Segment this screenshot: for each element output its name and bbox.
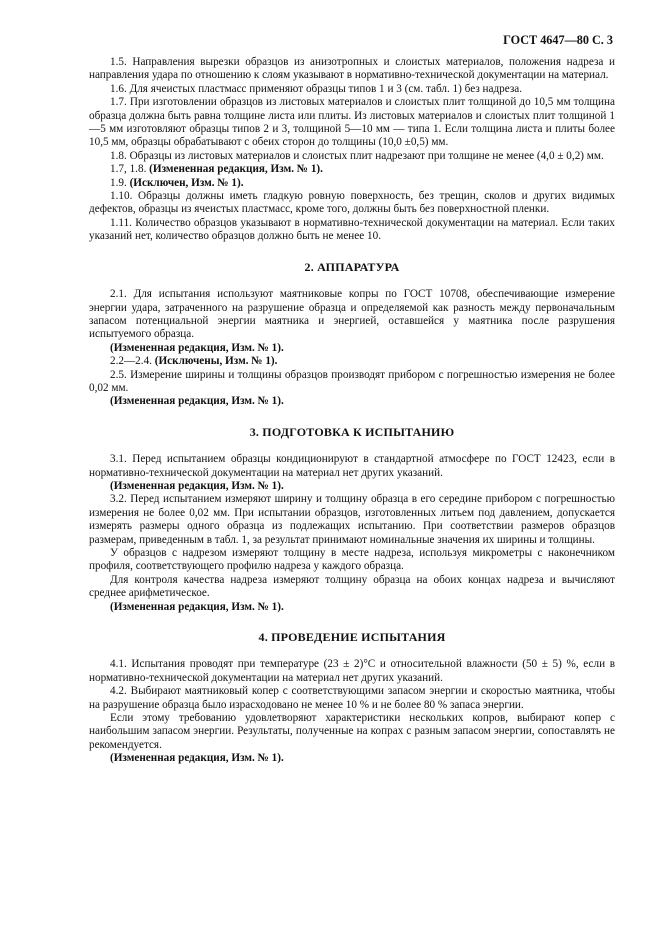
section-heading: 3. ПОДГОТОВКА К ИСПЫТАНИЮ — [249, 424, 455, 439]
paragraph: 1.8. Образцы из листовых материалов и слоистых плит надрезают при толщине не менее (4,0 ± 0,2) мм. — [110, 149, 604, 162]
paragraph: 3.2. Перед испытанием измеряют ширину и толщину образца в его середине прибором с погрешностью измерения не более 0,02 мм. При испытании образцов, изготовленных литьем под давлением, допускается измерять размеры одного образца из подлежащих испытанию. При соответствии размеров образцов размерам, приведенным в табл. 1, за результат принимают номинальные значения их ширины и толщины. — [89, 493, 615, 546]
amendment-note: (Измененная редакция, Изм. № 1). — [110, 341, 284, 354]
amendment-note: (Измененная редакция, Изм. № 1). — [110, 395, 284, 408]
paragraph: 4.2. Выбирают маятниковый копер с соответствующими запасом энергии и скоростью маятника, чтобы на разрушение образца было израсходовано не менее 10 % и не более 80 % запаса энергии. — [89, 685, 615, 711]
paragraph: 1.7. При изготовлении образцов из листовых материалов и слоистых плит толщиной до 10,5 мм толщина образца должна быть равна толщине листа или плиты. Из листовых материалов и слоистых плит толщиной 1—5 мм изготовляют образцы типов 2 и 3, толщиной 5—10 мм — типа 1. Если толщина листа и плиты более 10,5 мм, образцы обрабатывают с обеих сторон до толщины (10,0 ±0,5) мм. — [89, 96, 615, 149]
amendment-note: (Измененная редакция, Изм. № 1). — [149, 163, 323, 176]
section-heading: 4. ПРОВЕДЕНИЕ ИСПЫТАНИЯ — [258, 630, 446, 645]
section-spacer — [89, 614, 615, 631]
paragraph: 2.1. Для испытания используют маятниковые копры по ГОСТ 10708, обеспечивающие измерение энергии удара, затраченного на разрушение образца и определяемой как разность между первоначальным запасом потенциальной энергии маятника и энергией, оставшейся у маятника после разрушения испытуемого образца. — [89, 288, 615, 341]
section-spacer — [89, 409, 615, 426]
paragraph: 1.11. Количество образцов указывают в нормативно-технической документации на материал. Если таких указаний нет, количество образцов должно быть не менее 10. — [89, 216, 615, 243]
amendment-note: (Исключены, Изм. № 1). — [154, 355, 278, 368]
clause-number: 1.9. — [110, 176, 130, 189]
section-spacer — [89, 644, 615, 658]
section-spacer — [89, 244, 615, 261]
paragraph: 1.5. Направления вырезки образцов из анизотропных и слоистых материалов, положения надреза и направления удара по отношению к слоям указывают в нормативно-технической документации на материал. — [89, 56, 615, 82]
section-heading: 2. АППАРАТУРА — [304, 259, 400, 274]
paragraph: 2.5. Измерение ширины и толщины образцов производят прибором с погрешностью измерения не более 0,02 мм. — [89, 368, 615, 394]
clause-number: 2.2—2.4. — [110, 355, 155, 368]
paragraph: 1.10. Образцы должны иметь гладкую ровную поверхность, без трещин, сколов и других видимых дефектов, образцы из ячеистых пластмасс, кроме того, должны быть без поверхностной пленки. — [89, 190, 615, 216]
amendment-note: (Измененная редакция, Изм. № 1). — [110, 479, 284, 492]
clause-number: 1.7, 1.8. — [110, 163, 150, 176]
document-body — [89, 56, 615, 766]
amendment-note: (Измененная редакция, Изм. № 1). — [110, 752, 284, 765]
paragraph: 1.6. Для ячеистых пластмасс применяют образцы типов 1 и 3 (см. табл. 1) без надреза. — [110, 82, 523, 95]
paragraph: Если этому требованию удовлетворяют характеристики нескольких копров, выбирают копер с наибольшим запасом энергии. Результаты, полученные на копрах с разным запасом энергии, сопоставлять не рекомендуется. — [89, 712, 615, 751]
paragraph: У образцов с надрезом измеряют толщину в месте надреза, используя микрометры с наконечником профиля, соответствующего профилю надреза у каждого образца. — [89, 547, 615, 573]
paragraph: Для контроля качества надреза измеряют толщину образца на обоих концах надреза и вычисляют среднее арифметическое. — [89, 573, 615, 600]
amendment-note: (Исключен, Изм. № 1). — [129, 176, 244, 189]
amendment-paragraph — [89, 355, 615, 368]
paragraph: 4.1. Испытания проводят при температуре (23 ± 2)°С и относительной влажности (50 ± 5) %, если в нормативно-технической документации на материал нет других указаний. — [89, 658, 615, 684]
page-header: ГОСТ 4647—80 С. 3 — [503, 33, 613, 47]
amendment-paragraph — [89, 163, 615, 176]
amendment-paragraph — [89, 177, 615, 190]
paragraph: 3.1. Перед испытанием образцы кондиционируют в стандартной атмосфере по ГОСТ 12423, если в нормативно-технической документации на материал нет других указаний. — [89, 453, 615, 479]
section-spacer — [89, 439, 615, 453]
section-spacer — [89, 274, 615, 288]
amendment-note: (Измененная редакция, Изм. № 1). — [110, 600, 284, 613]
